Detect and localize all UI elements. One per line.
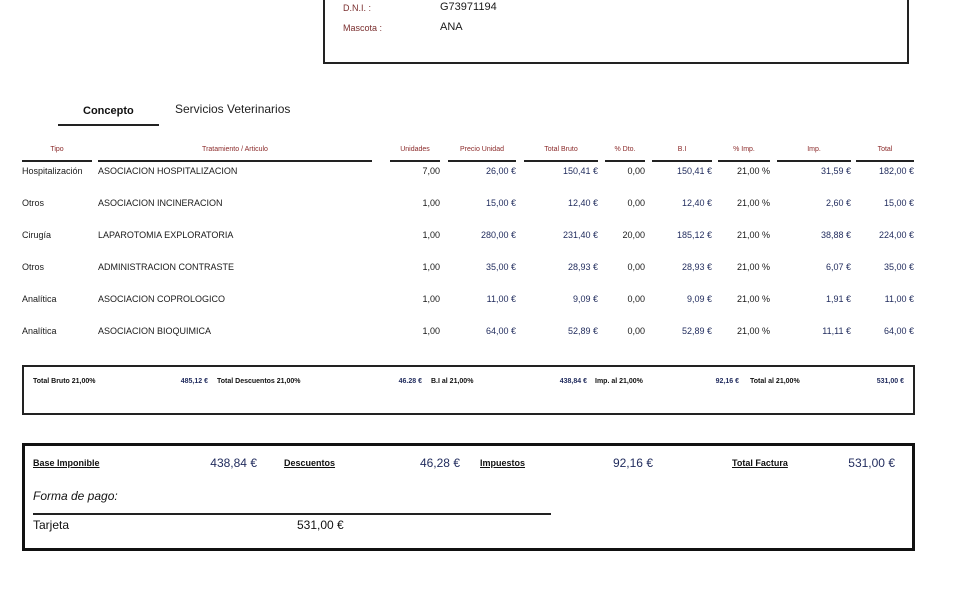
column-rule: [652, 160, 712, 162]
cell-total: 11,00 €: [884, 294, 914, 304]
total-factura-value: 531,00 €: [848, 456, 895, 470]
column-header-total: Total: [877, 146, 893, 153]
cell-bi: 52,89 €: [681, 326, 712, 336]
cell-total: 35,00 €: [883, 262, 914, 272]
total-factura-label: Total Factura: [732, 458, 788, 468]
cell-precio-unidad: 35,00 €: [485, 262, 516, 272]
column-header-unidades: Unidades: [400, 146, 430, 153]
bi-value: 438,84 €: [559, 378, 587, 385]
base-imponible-label: Base Imponible: [33, 458, 100, 468]
invoice-summary: [22, 443, 915, 551]
pet-label: Mascota :: [343, 23, 383, 33]
imp-value: 92,16 €: [715, 378, 739, 385]
cell-tratamiento: LAPAROTOMIA EXPLORATORIA: [98, 230, 234, 240]
column-rule: [777, 160, 851, 162]
cell-imp: 6,07 €: [825, 262, 851, 272]
column-header-tipo: Tipo: [50, 146, 64, 153]
cell-total-bruto: 12,40 €: [567, 198, 598, 208]
cell-total: 64,00 €: [883, 326, 914, 336]
column-rule: [98, 160, 372, 162]
column-header-pct-imp: % Imp.: [733, 146, 755, 153]
cell-tratamiento: ASOCIACION COPROLOGICO: [98, 294, 226, 304]
cell-dto: 0,00: [627, 166, 645, 176]
bi-label: B.I al 21,00%: [431, 378, 474, 385]
dni-label: D.N.I. :: [343, 3, 372, 13]
cell-imp: 38,88 €: [820, 230, 851, 240]
cell-tratamiento: ADMINISTRACION CONTRASTE: [98, 262, 235, 272]
cell-pct-imp: 21,00 %: [736, 326, 770, 336]
concept-label: Concepto: [83, 105, 134, 117]
cell-unidades: 7,00: [422, 166, 440, 176]
column-rule: [448, 160, 516, 162]
cell-tipo: Analítica: [22, 294, 57, 304]
pet-value: ANA: [440, 21, 463, 33]
cell-unidades: 1,00: [422, 230, 440, 240]
cell-pct-imp: 21,00 %: [736, 166, 770, 176]
cell-pct-imp: 21,00 %: [736, 198, 770, 208]
cell-dto: 0,00: [627, 262, 645, 272]
cell-tipo: Analítica: [22, 326, 57, 336]
cell-bi: 185,12 €: [676, 230, 712, 240]
cell-total: 182,00 €: [878, 166, 914, 176]
cell-precio-unidad: 64,00 €: [485, 326, 516, 336]
cell-total-bruto: 28,93 €: [567, 262, 598, 272]
column-header-tratamiento: Tratamiento / Articulo: [202, 146, 268, 153]
cell-total-bruto: 231,40 €: [562, 230, 598, 240]
cell-tratamiento: ASOCIACION HOSPITALIZACION: [98, 166, 238, 176]
total-bruto-value: 485,12 €: [180, 378, 208, 385]
cell-tipo: Otros: [22, 198, 45, 208]
total-label: Total al 21,00%: [750, 378, 800, 385]
cell-tipo: Otros: [22, 262, 45, 272]
descuentos-value: 46,28 €: [419, 456, 460, 470]
column-rule: [524, 160, 598, 162]
client-info-box: [323, 0, 909, 64]
imp-label: Imp. al 21,00%: [595, 378, 643, 385]
total-descuentos-value: 46.28 €: [398, 378, 422, 385]
descuentos-label: Descuentos: [284, 458, 336, 468]
totals-bar: [22, 365, 915, 415]
concept-underline: [58, 124, 159, 126]
cell-unidades: 1,00: [422, 294, 440, 304]
cell-precio-unidad: 11,00 €: [486, 294, 516, 304]
column-header-bi: B.I: [677, 146, 687, 153]
cell-dto: 0,00: [627, 294, 645, 304]
total-descuentos-label: Total Descuentos 21,00%: [217, 378, 301, 385]
column-header-total-bruto: Total Bruto: [544, 146, 578, 153]
dni-value: G73971194: [440, 1, 497, 13]
column-rule: [22, 160, 92, 162]
column-rule: [605, 160, 645, 162]
cell-unidades: 1,00: [422, 198, 440, 208]
cell-dto: 20,00: [622, 230, 645, 240]
cell-dto: 0,00: [627, 198, 645, 208]
cell-tratamiento: ASOCIACION INCINERACION: [98, 198, 223, 208]
column-rule: [856, 160, 914, 162]
cell-bi: 9,09 €: [686, 294, 712, 304]
total-bruto-label: Total Bruto 21,00%: [33, 378, 96, 385]
cell-precio-unidad: 26,00 €: [485, 166, 516, 176]
cell-tratamiento: ASOCIACION BIOQUIMICA: [98, 326, 212, 336]
cell-bi: 150,41 €: [676, 166, 712, 176]
cell-total: 15,00 €: [883, 198, 914, 208]
cell-pct-imp: 21,00 %: [736, 230, 770, 240]
cell-imp: 31,59 €: [820, 166, 851, 176]
impuestos-value: 92,16 €: [612, 456, 653, 470]
cell-pct-imp: 21,00 %: [736, 294, 770, 304]
concept-value: Servicios Veterinarios: [175, 102, 291, 116]
cell-unidades: 1,00: [422, 326, 440, 336]
cell-tipo: Hospitalización: [22, 166, 83, 176]
cell-pct-imp: 21,00 %: [736, 262, 770, 272]
cell-imp: 2,60 €: [825, 198, 851, 208]
cell-imp: 1,91 €: [825, 294, 851, 304]
cell-bi: 28,93 €: [681, 262, 712, 272]
cell-tipo: Cirugía: [22, 230, 52, 240]
base-imponible-value: 438,84 €: [210, 456, 257, 470]
column-rule: [390, 160, 440, 162]
column-rule: [718, 160, 770, 162]
cell-precio-unidad: 15,00 €: [485, 198, 516, 208]
payment-method-label: Forma de pago:: [33, 489, 118, 503]
impuestos-label: Impuestos: [480, 458, 526, 468]
cell-total-bruto: 9,09 €: [572, 294, 598, 304]
cell-unidades: 1,00: [422, 262, 440, 272]
payment-method: Tarjeta: [33, 518, 70, 532]
cell-dto: 0,00: [627, 326, 645, 336]
column-header-precio-unidad: Precio Unidad: [460, 146, 504, 153]
payment-divider: [33, 513, 551, 515]
payment-amount: 531,00 €: [297, 518, 344, 532]
cell-imp: 11,11 €: [822, 326, 851, 336]
total-value: 531,00 €: [876, 378, 904, 385]
column-header-dto: % Dto.: [614, 146, 636, 153]
cell-total: 224,00 €: [878, 230, 914, 240]
column-header-imp: Imp.: [807, 146, 821, 153]
cell-total-bruto: 52,89 €: [567, 326, 598, 336]
cell-total-bruto: 150,41 €: [562, 166, 598, 176]
cell-precio-unidad: 280,00 €: [480, 230, 516, 240]
cell-bi: 12,40 €: [681, 198, 712, 208]
